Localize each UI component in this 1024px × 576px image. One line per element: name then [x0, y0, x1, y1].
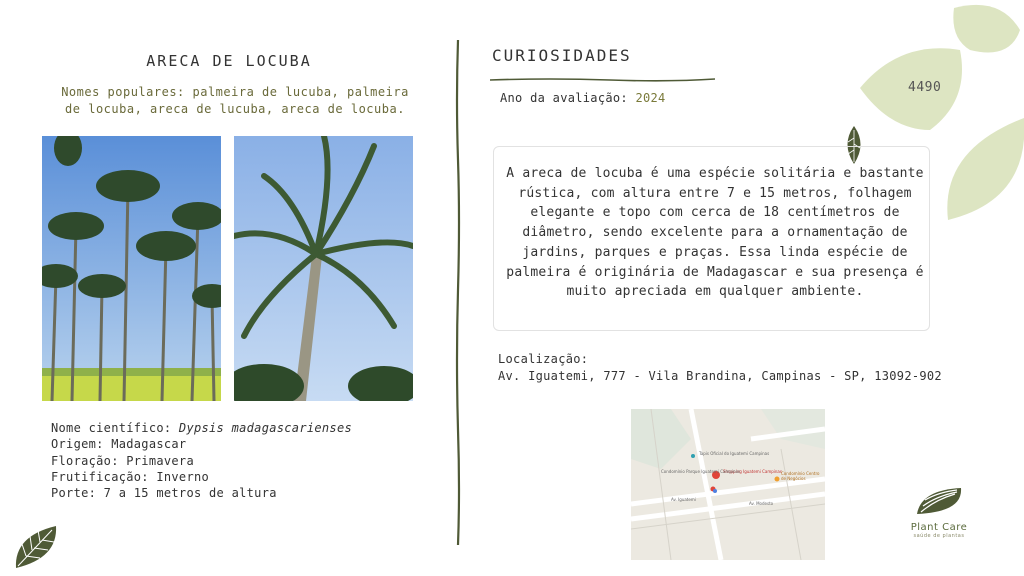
size-row: Porte: 7 a 15 metros de altura — [51, 486, 277, 501]
origin-row: Origem: Madagascar — [51, 437, 187, 452]
fruiting-row: Frutificação: Inverno — [51, 469, 210, 484]
location-address: Av. Iguatemi, 777 - Vila Brandina, Campinas - SP, 13092-902 — [498, 369, 942, 383]
location-label: Localização: — [498, 352, 589, 366]
map-label: Av. Iguatemi — [671, 497, 696, 502]
evaluation-badge: 4490 — [908, 80, 942, 95]
map-label: Shopping Iguatemi Campinas — [723, 469, 782, 474]
popular-names: Nomes populares: palmeira de lucuba, palmeira de locuba, areca de lucuba, areca de locuba. — [61, 85, 409, 116]
map-label: Condomínio Centro de Negócios — [781, 471, 820, 481]
photo-palm-canopy — [234, 136, 413, 401]
brand-leaf-icon — [911, 484, 967, 518]
plant-title: ARECA DE LOCUBA — [146, 52, 312, 70]
scientific-name: Dypsis madagascarienses — [178, 421, 352, 435]
brand-name: Plant Care — [910, 522, 968, 533]
leaf-bottom-left-icon — [12, 522, 60, 576]
evaluation-year: Ano da avaliação: 2024 — [500, 91, 666, 105]
scientific-name-row: Nome científico: Dypsis madagascarienses — [51, 421, 352, 435]
flowering-row: Floração: Primavera — [51, 453, 194, 468]
title-underline — [490, 68, 715, 87]
brand-tagline: saúde de plantas — [913, 533, 965, 539]
leaf-top-right-icon — [860, 0, 1024, 226]
evaluation-year-value: 2024 — [635, 91, 666, 105]
map-label: Av. Modesto — [749, 501, 774, 506]
plant-info — [51, 420, 352, 501]
map-label: Tapis Oficial do Iguatemi Campinas — [699, 451, 770, 456]
location-map[interactable] — [631, 409, 825, 560]
brand-logo — [898, 484, 980, 539]
curiosities-title: CURIOSIDADES — [492, 46, 632, 65]
description-text: A areca de locuba é uma espécie solitária e bastante rústica, com altura entre 7 e 15 metros, folhagem elegante e topo com cerca de 18 centímetros de diâmetro, sendo excelente para a ornamentação de jardins, parques e praças. Essa linda espécie de palmeira é originária de Madagascar e sua presença é muito apreciada em qualquer ambiente. — [506, 166, 924, 300]
photo-palm-grove — [42, 136, 221, 401]
column-divider — [455, 40, 461, 545]
map-label: Condomínio Parque Iguatemi Campinas — [661, 469, 741, 474]
